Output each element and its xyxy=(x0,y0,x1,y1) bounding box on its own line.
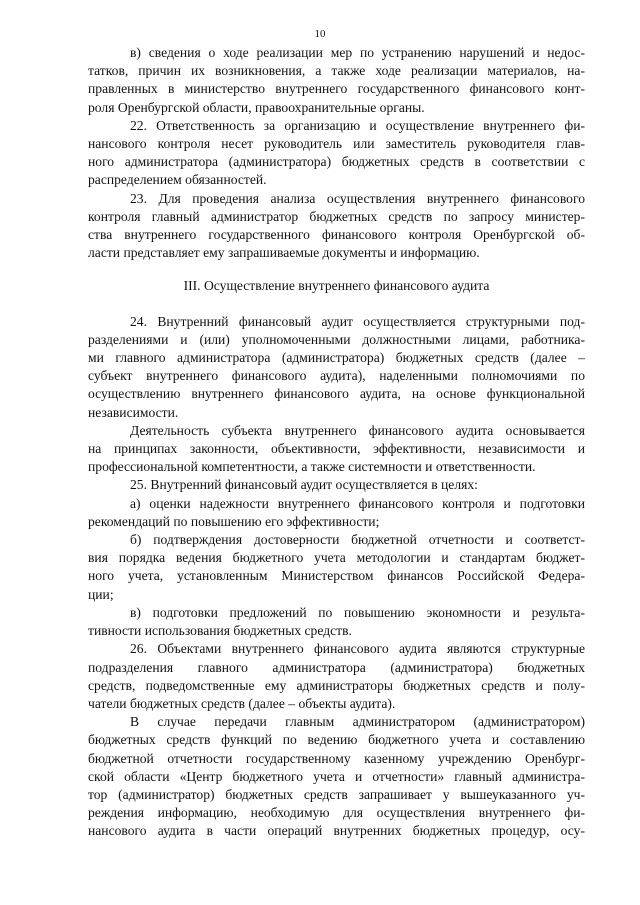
text-line: осуществлению внутреннего финансового аудита, на основе функциональной xyxy=(88,386,585,402)
text-line: профессиональной компетентности, а также системности и ответственности. xyxy=(88,459,536,475)
text-line: ного учета, установленным Министерством финансов Российской Федера- xyxy=(88,568,585,584)
text-line: татков, причин их возникновения, а также ходе реализации материалов, на- xyxy=(88,63,585,79)
text-line: ства внутреннего государственного финансового контроля Оренбургской об- xyxy=(88,227,585,243)
text-line: б) подтверждения достоверности бюджетной отчетности и соответст- xyxy=(130,532,585,548)
document-body xyxy=(88,44,585,841)
text-line: тивности использования бюджетных средств. xyxy=(88,623,352,639)
section-heading: III. Осуществление внутреннего финансового аудита xyxy=(183,278,490,294)
text-line: Деятельность субъекта внутреннего финансового аудита основывается xyxy=(130,422,585,438)
text-line: независимости. xyxy=(88,404,179,420)
text-line: контроля главный администратор бюджетных средств по запросу министер- xyxy=(88,208,585,224)
text-line: тор (администратор) бюджетных средств запрашивает у вышеуказанного уч- xyxy=(88,786,585,802)
text-line: ми главного администратора (администратора) бюджетных средств (далее – xyxy=(88,350,585,366)
page-number: 10 xyxy=(314,28,326,40)
text-line: нансового контроля несет руководитель или заместитель руководителя глав- xyxy=(88,136,585,152)
text-line: бюджетной отчетности государственному казенному учреждению Оренбург- xyxy=(88,750,585,766)
text-line: правленных в министерство внутреннего государственного финансового конт- xyxy=(88,81,585,97)
text-line: нансового аудита в части операций внутренних бюджетных процедур, осу- xyxy=(88,823,585,839)
text-line: субъект внутреннего финансового аудита), наделенными полномочиями по xyxy=(88,368,585,384)
text-line: ции; xyxy=(88,586,114,602)
text-line: средств, подведомственные ему администраторы бюджетных средств и полу- xyxy=(88,677,585,693)
text-line: реждения информацию, необходимую для осуществления внутреннего фи- xyxy=(88,805,585,821)
text-line: на принципах законности, объективности, эффективности, независимости и xyxy=(88,441,585,457)
paragraph xyxy=(88,476,585,494)
paragraph xyxy=(88,190,585,263)
text-line: 23. Для проведения анализа осуществления внутреннего финансового xyxy=(130,190,585,206)
text-line: в) подготовки предложений по повышению экономности и результа- xyxy=(130,604,585,620)
text-line: чатели бюджетных средств (далее – объекты аудита). xyxy=(88,695,396,711)
text-line: 22. Ответственность за организацию и осуществление внутреннего фи- xyxy=(130,117,585,133)
paragraph xyxy=(88,531,585,604)
paragraph xyxy=(88,713,585,840)
text-line: В случае передачи главным администратором (администратором) xyxy=(130,714,585,730)
paragraph xyxy=(88,117,585,190)
paragraph xyxy=(88,604,585,640)
text-line: распределением обязанностей. xyxy=(88,172,267,188)
text-line: 26. Объектами внутреннего финансового аудита являются структурные xyxy=(130,641,585,657)
text-line: рекомендаций по повышению его эффективности; xyxy=(88,513,380,529)
text-line: ласти представляет ему запрашиваемые документы и информацию. xyxy=(88,245,480,261)
paragraph xyxy=(88,495,585,531)
paragraph xyxy=(88,313,585,422)
text-line: 24. Внутренний финансовый аудит осуществляется структурными под- xyxy=(130,313,585,329)
text-line: 25. Внутренний финансовый аудит осуществляется в целях: xyxy=(130,477,478,493)
text-line: ской области «Центр бюджетного учета и отчетности» главный администра- xyxy=(88,768,585,784)
text-line: ного администратора (администратора) бюджетных средств в соответствии с xyxy=(88,154,585,170)
text-line: а) оценки надежности внутреннего финансового контроля и подготовки xyxy=(130,495,585,511)
text-line: разделениями и (или) уполномоченными должностными лицами, работника- xyxy=(88,331,585,347)
text-line: вия порядка ведения бюджетного учета методологии и стандартам бюджет- xyxy=(88,550,585,566)
paragraph xyxy=(88,422,585,477)
text-line: роля Оренбургской области, правоохранительные органы. xyxy=(88,99,425,115)
text-line: в) сведения о ходе реализации мер по устранению нарушений и недос- xyxy=(130,45,585,60)
paragraph xyxy=(88,640,585,713)
text-line: бюджетных средств функций по ведению бюджетного учета и составлению xyxy=(88,732,585,748)
text-line: подразделения главного администратора (администратора) бюджетных xyxy=(88,659,585,675)
paragraph xyxy=(88,44,585,117)
